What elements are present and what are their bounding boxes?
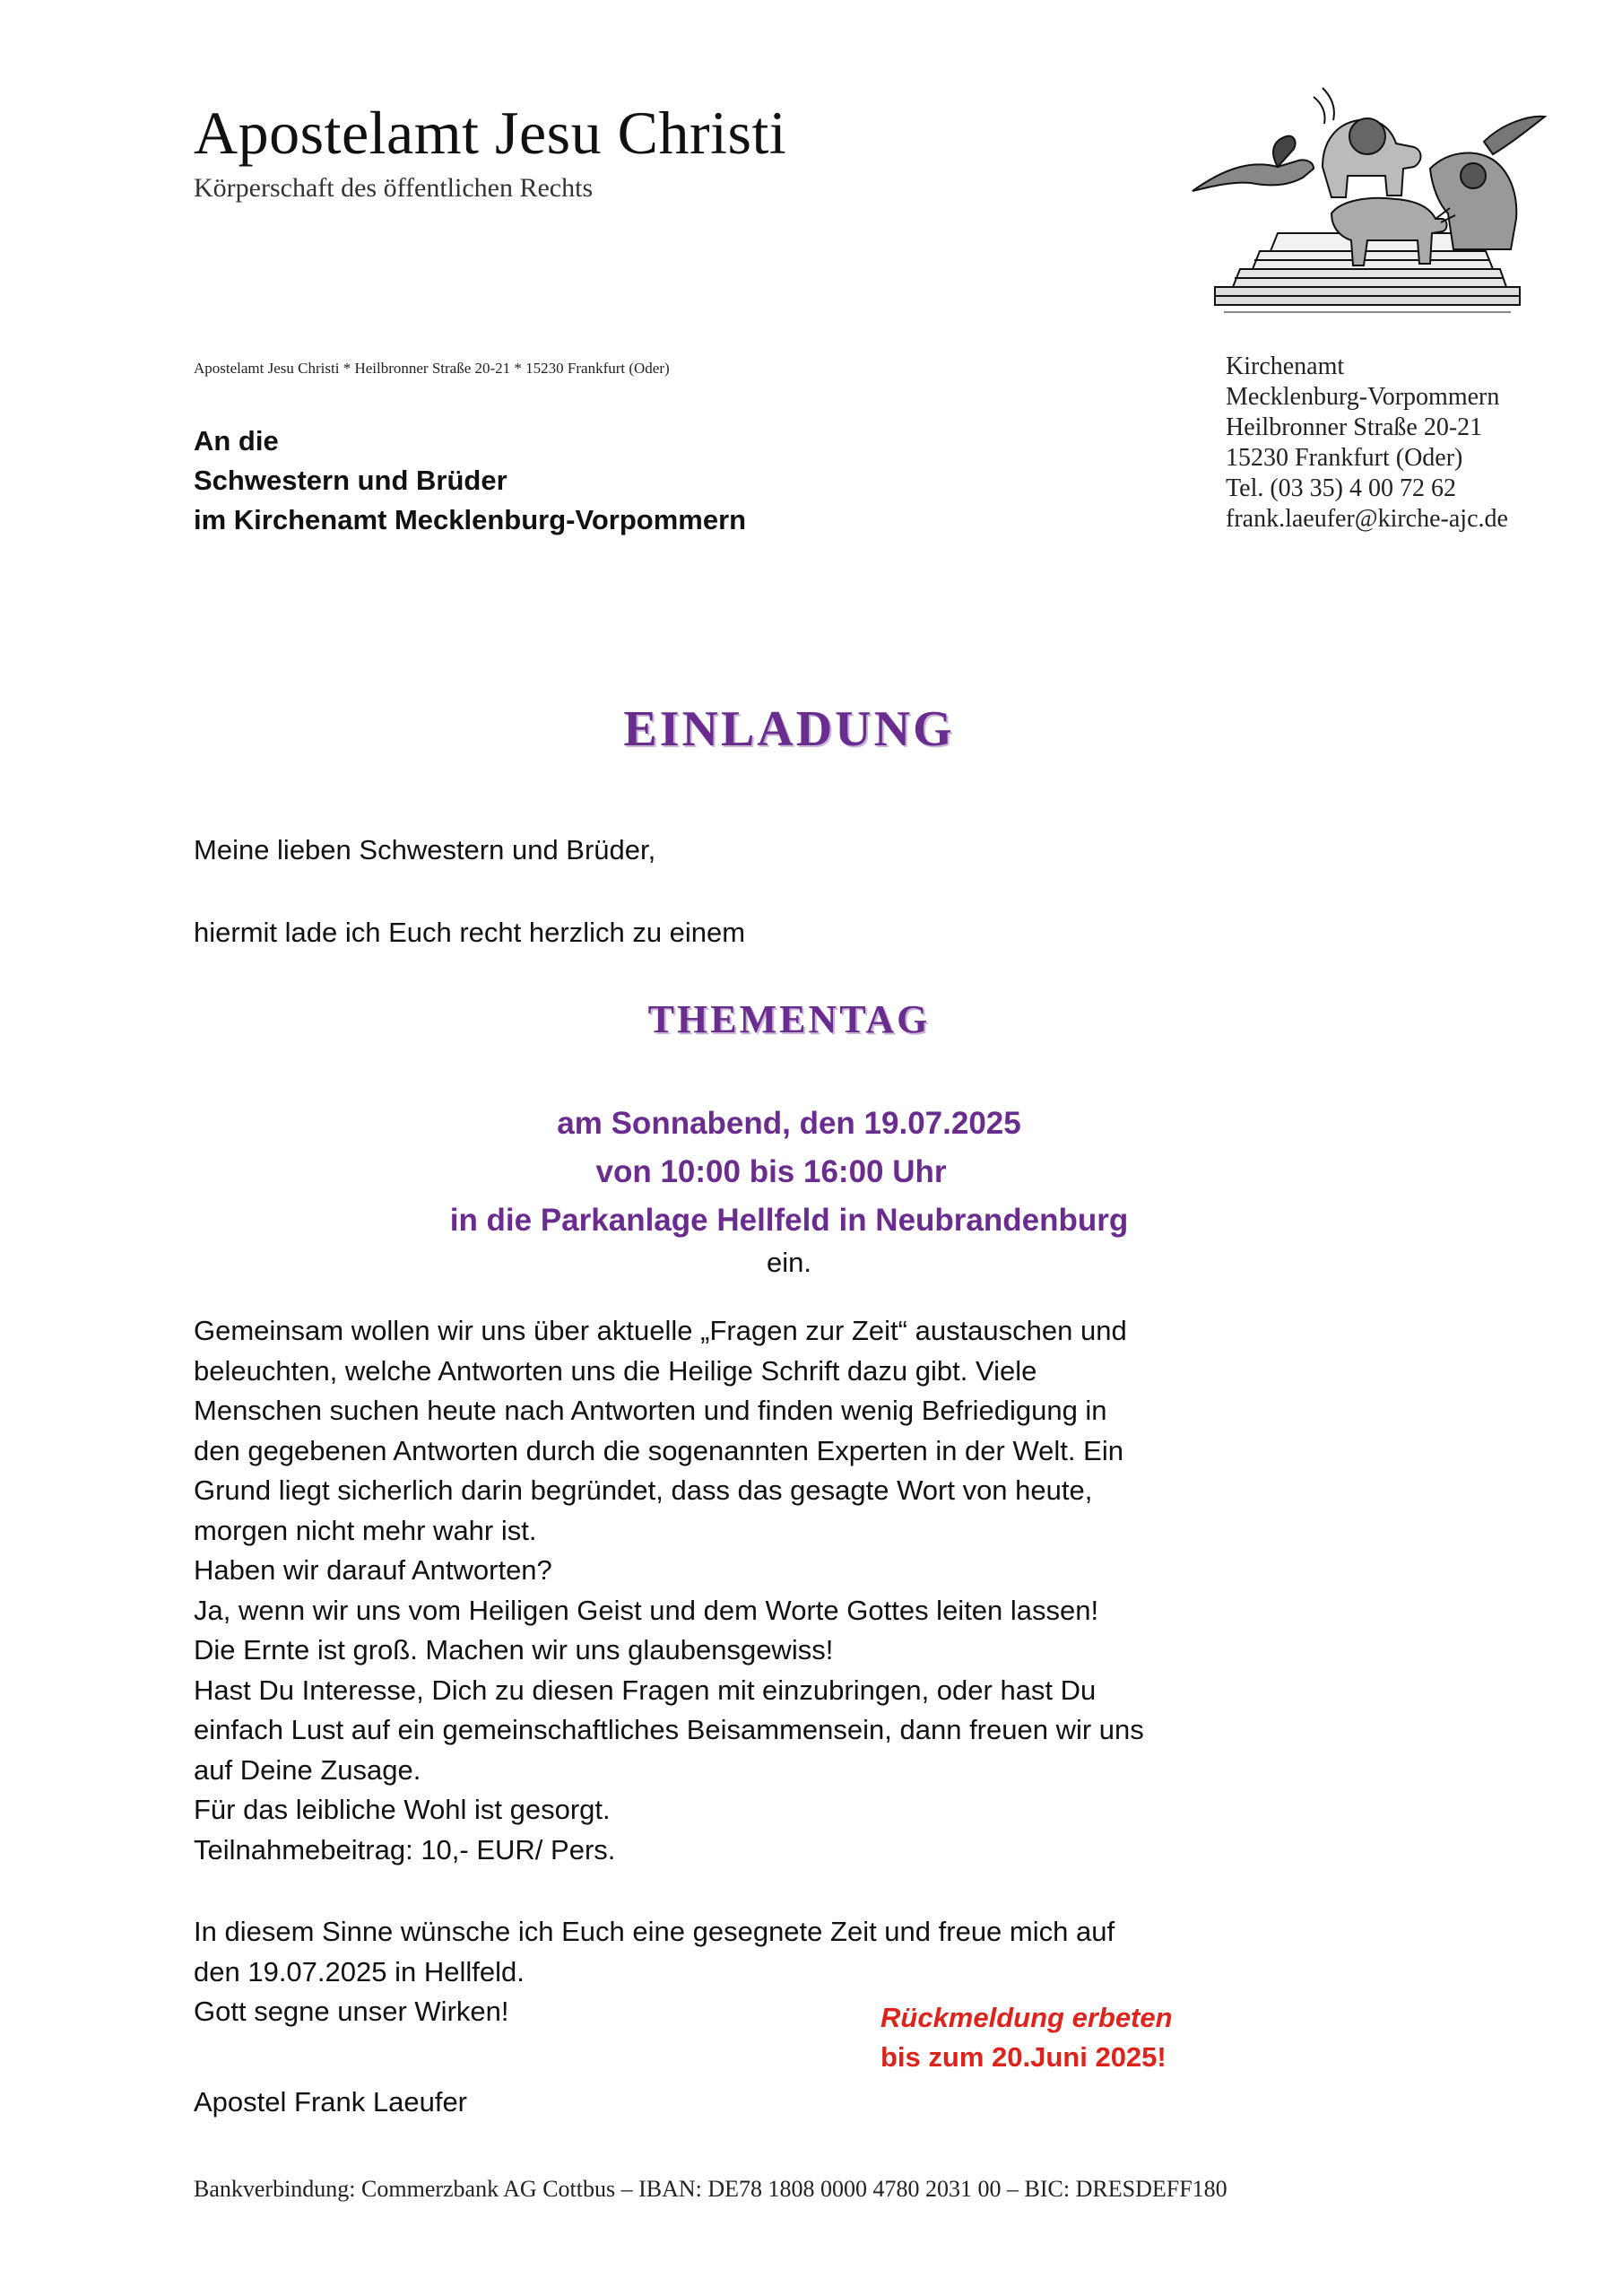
organization-name: Apostelamt Jesu Christi: [194, 99, 787, 167]
sender-line: 15230 Frankfurt (Oder): [1226, 444, 1463, 472]
body-line: Haben wir darauf Antworten?: [194, 1554, 552, 1586]
closing-line: In diesem Sinne wünsche ich Euch eine gesegnete Zeit und freue mich auf: [194, 1916, 1115, 1947]
reply-request-line: Rückmeldung erbeten: [880, 2002, 1173, 2033]
invitation-heading: EINLADUNG: [623, 701, 955, 757]
reply-deadline-line: bis zum 20.Juni 2025!: [880, 2041, 1167, 2073]
sender-email: frank.laeufer@kirche-ajc.de: [1226, 505, 1508, 533]
closing-line: Gott segne unser Wirken!: [194, 1996, 509, 2027]
event-date: am Sonnabend, den 19.07.2025: [557, 1106, 1021, 1141]
sender-line: Mecklenburg-Vorpommern: [1226, 383, 1500, 411]
event-location: in die Parkanlage Hellfeld in Neubrandenburg: [449, 1203, 1129, 1238]
body-line: Hast Du Interesse, Dich zu diesen Fragen mit einzubringen, oder hast Du: [194, 1674, 1097, 1706]
event-suffix: ein.: [767, 1247, 811, 1278]
body-line: Menschen suchen heute nach Antworten und finden wenig Befriedigung in: [194, 1395, 1107, 1426]
body-line: Grund liegt sicherlich darin begründet, dass das gesagte Wort von heute,: [194, 1474, 1093, 1506]
body-line: Ja, wenn wir uns vom Heiligen Geist und dem Worte Gottes leiten lassen!: [194, 1594, 1099, 1626]
body-line: Die Ernte ist groß. Machen wir uns glaubensgewiss!: [194, 1634, 834, 1665]
intro-text: hiermit lade ich Euch recht herzlich zu einem: [194, 917, 746, 948]
salutation: Meine lieben Schwestern und Brüder,: [194, 834, 656, 865]
body-line: einfach Lust auf ein gemeinschaftliches Beisammensein, dann freuen wir uns: [194, 1714, 1144, 1745]
sender-phone: Tel. (03 35) 4 00 72 62: [1226, 474, 1457, 502]
body-line: den gegebenen Antworten durch die sogenannten Experten in der Welt. Ein: [194, 1434, 1123, 1466]
organization-subtitle: Körperschaft des öffentlichen Rechts: [194, 173, 594, 203]
event-time: von 10:00 bis 16:00 Uhr: [595, 1154, 947, 1189]
body-paragraph: [194, 1311, 1144, 1870]
recipient-line: An die: [194, 425, 279, 457]
body-line: Für das leibliche Wohl ist gesorgt.: [194, 1794, 611, 1825]
bank-details-footer: Bankverbindung: Commerzbank AG Cottbus – IBAN: DE78 1808 0000 4780 2031 00 – BIC: DRESDEFF180: [194, 2176, 1227, 2202]
sender-address: [1226, 352, 1508, 535]
reply-request-note: [880, 1998, 1173, 2077]
body-line: beleuchten, welche Antworten uns die Heilige Schrift dazu gibt. Viele: [194, 1354, 1037, 1387]
sender-line: Kirchenamt: [1226, 352, 1345, 380]
apostle-symbols-emblem-icon: [1188, 61, 1547, 316]
recipient-address: [194, 422, 746, 540]
signature: Apostel Frank Laeufer: [194, 2086, 468, 2118]
sender-line: Heilbronner Straße 20-21: [1226, 413, 1483, 441]
body-line: auf Deine Zusage.: [194, 1753, 421, 1786]
body-line: morgen nicht mehr wahr ist.: [194, 1514, 537, 1546]
closing-line: den 19.07.2025 in Hellfeld.: [194, 1955, 525, 1987]
body-line: Teilnahmebeitrag: 10,- EUR/ Pers.: [194, 1833, 616, 1866]
body-line: Gemeinsam wollen wir uns über aktuelle „Fragen zur Zeit“ austauschen und: [194, 1315, 1127, 1346]
recipient-line: im Kirchenamt Mecklenburg-Vorpommern: [194, 504, 747, 535]
return-address: Apostelamt Jesu Christi * Heilbronner Straße 20-21 * 15230 Frankfurt (Oder): [194, 360, 670, 377]
event-title: THEMENTAG: [647, 997, 931, 1041]
recipient-line: Schwestern und Brüder: [194, 465, 507, 496]
